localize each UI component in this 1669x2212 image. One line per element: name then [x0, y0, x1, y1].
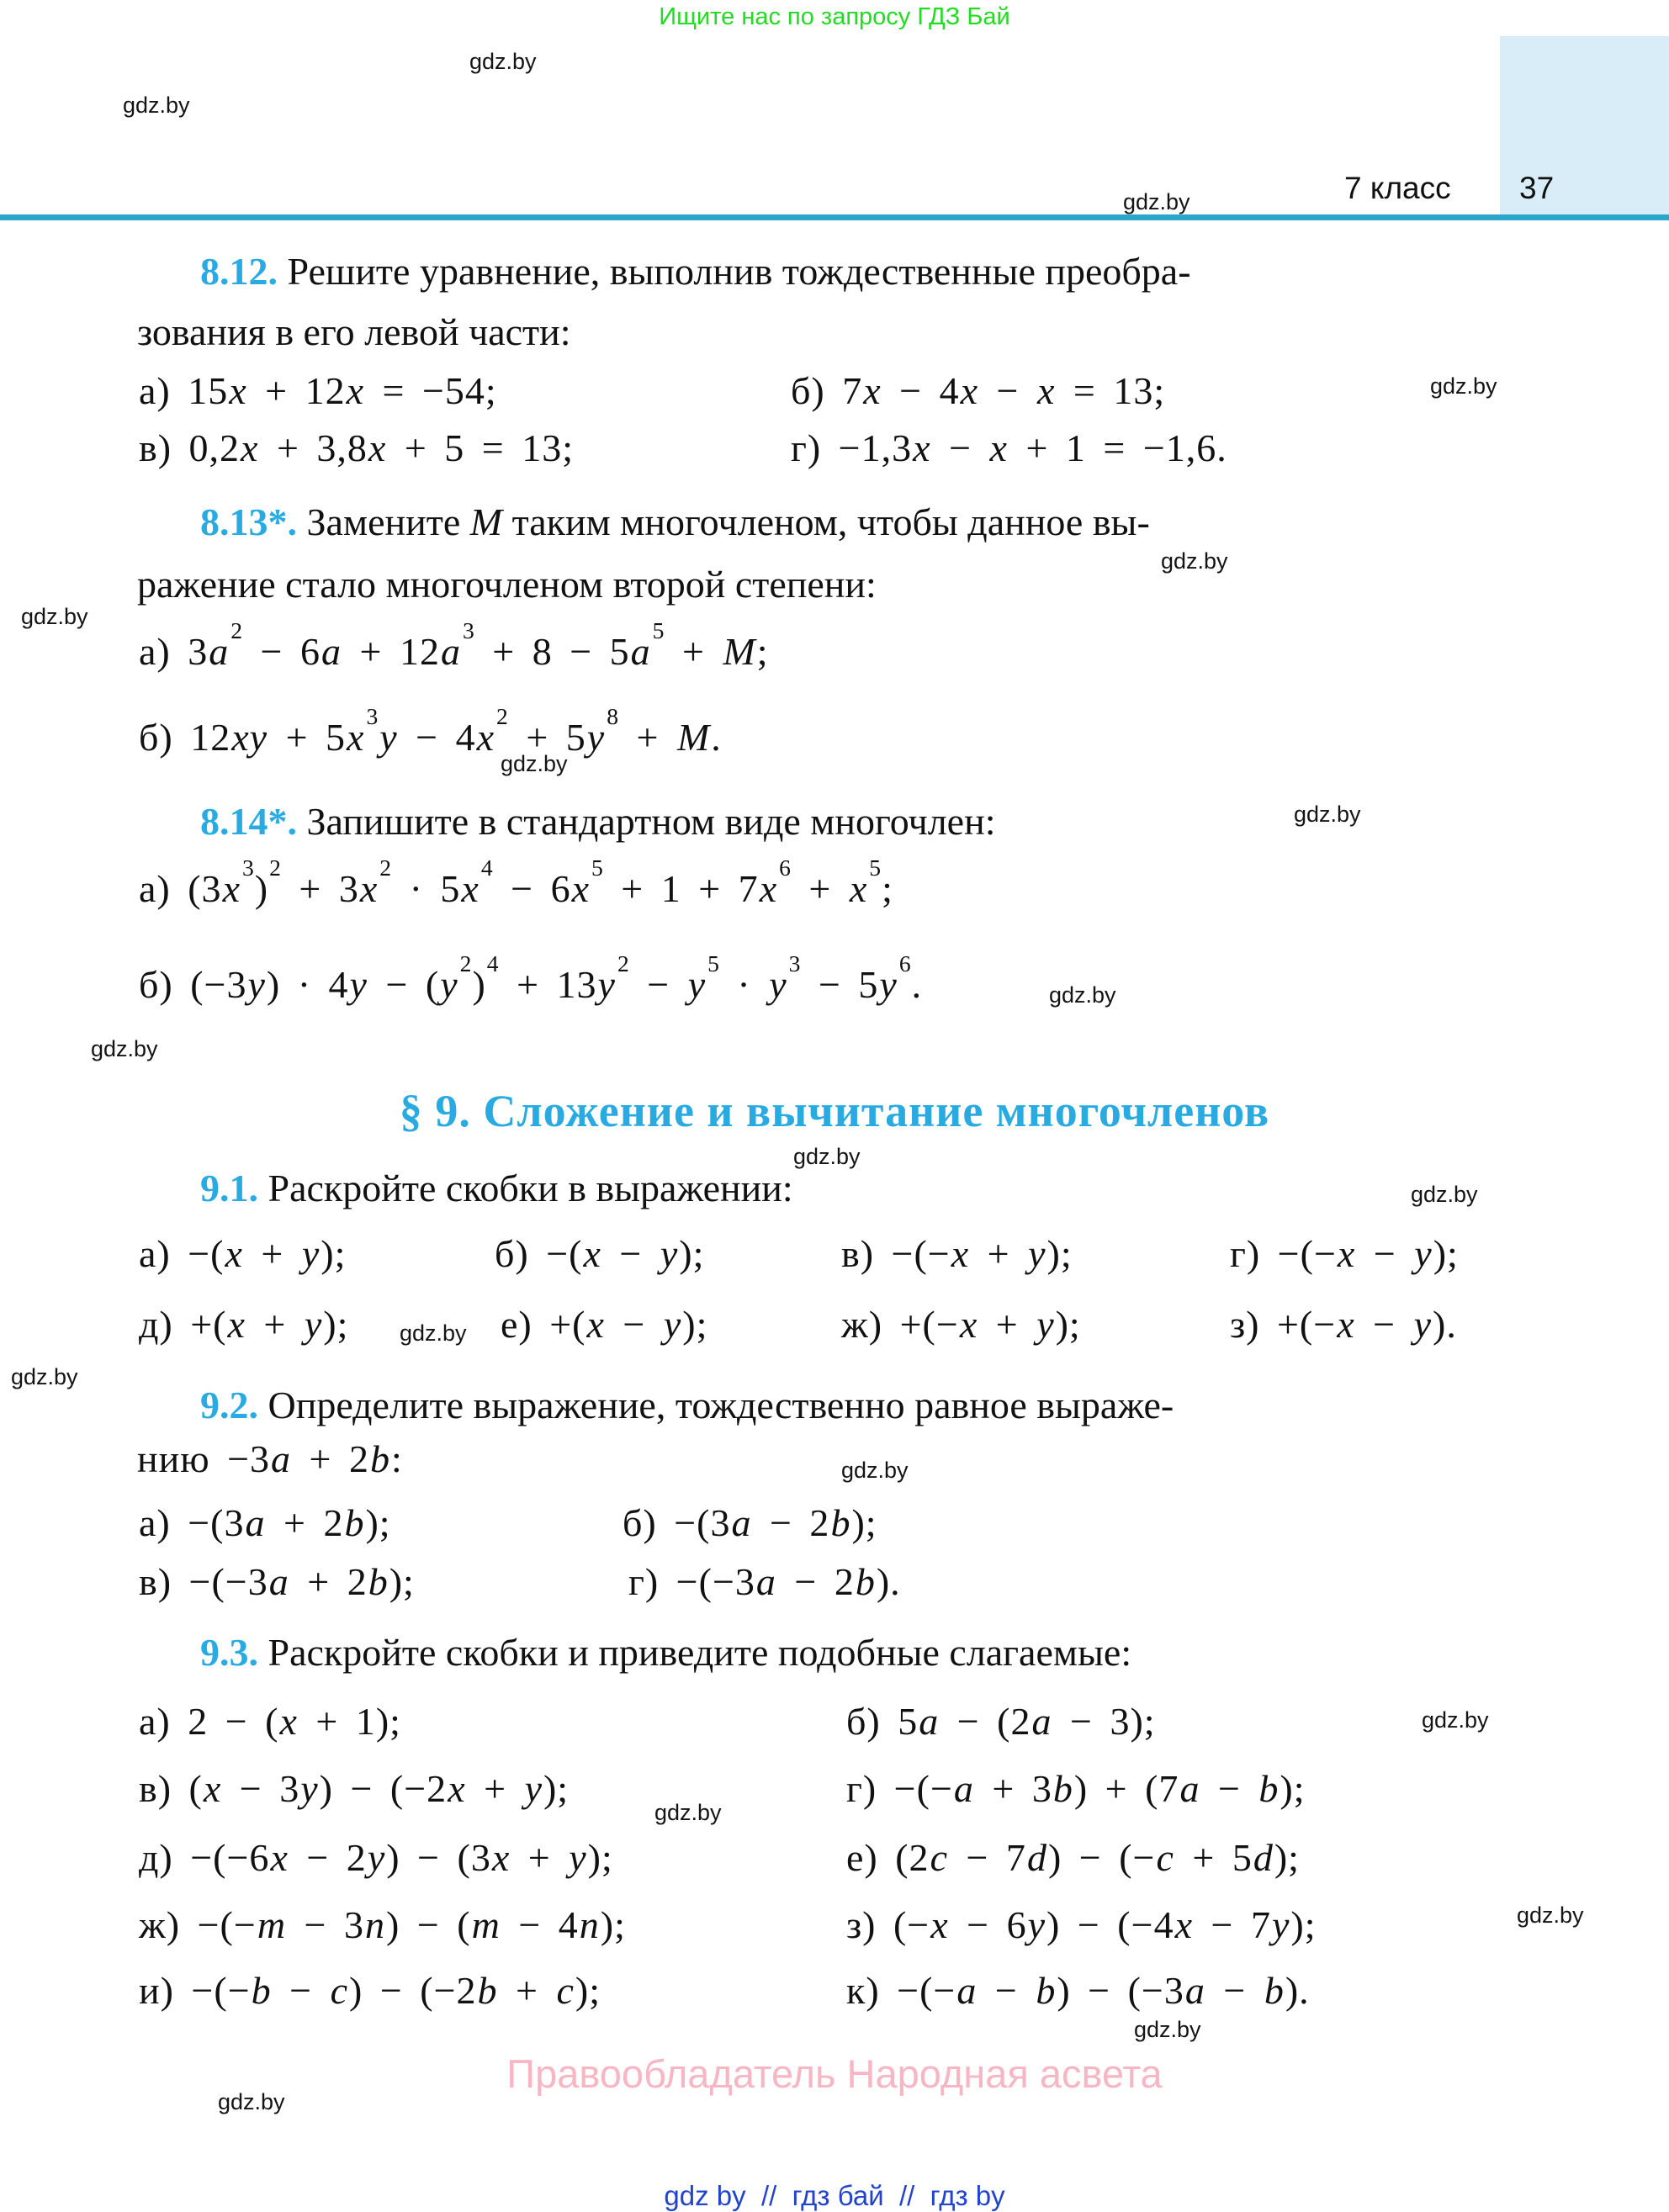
section-9-title: § 9. Сложение и вычитание многочленов — [399, 1086, 1270, 1136]
option-a: а) −(x + y); — [139, 1232, 347, 1275]
exercise-9-1-title — [200, 1166, 793, 1210]
exercise-9-2-title-line1 — [200, 1383, 1174, 1427]
option-g: г) −(−x − y); — [1230, 1232, 1459, 1275]
exercise-title-text: Замените M таким многочленом, чтобы данное вы- — [297, 500, 1150, 543]
watermark-gdzby: gdz.by — [1294, 802, 1361, 827]
option-b: б) −(x − y); — [495, 1232, 705, 1275]
exercise-8-12-title-line1 — [200, 249, 1191, 294]
exercise-title-text: Раскройте скобки в выражении: — [258, 1167, 793, 1209]
exercise-9-3-title — [200, 1630, 1131, 1675]
watermark-gdzby: gdz.by — [91, 1036, 158, 1061]
promo-banner-text: Ищите нас по запросу ГДЗ Бай — [659, 3, 1010, 30]
exercise-number: 8.13*. — [200, 500, 297, 543]
watermark-gdzby: gdz.by — [1422, 1707, 1489, 1733]
exercise-8-14-option-b: б) $(-3y) \cdot 4y - (y^2)^4 + 13y^2 - y^5 \cdot y^3 - 5y^6$. — [139, 950, 923, 1006]
watermark-gdzby: gdz.by — [793, 1144, 861, 1169]
exercise-8-14-title-line1 — [200, 799, 995, 844]
option-b: б) 7x − 4x − x = 13; — [791, 369, 1166, 412]
exercise-title-text: Решите уравнение, выполнив тождественные преобра- — [278, 250, 1191, 293]
exercise-8-14-option-a: а) $(3x^3)^2 + 3x^2 \cdot 5x^4 - 6x^5 + 1 + 7x^6 + x^5$; — [139, 854, 893, 910]
exercise-number: 9.3. — [200, 1631, 258, 1674]
option-g: г) −1,3x − x + 1 = −1,6. — [791, 426, 1227, 469]
exercise-number: 8.12. — [200, 250, 278, 293]
exercise-8-13-title-line2: ражение стало многочленом второй степени: — [137, 563, 877, 606]
watermark-gdzby: gdz.by — [400, 1320, 467, 1346]
option-a: а) 15x + 12x = −54; — [139, 369, 497, 412]
exercise-title-text: Запишите в стандартном виде многочлен: — [297, 800, 996, 843]
watermark-gdzby: gdz.by — [469, 49, 537, 74]
watermark-gdzby: gdz.by — [841, 1458, 909, 1483]
watermark-gdzby: gdz.by — [1430, 373, 1497, 399]
watermark-gdzby: gdz.by — [1049, 982, 1116, 1008]
exercise-8-13-option-b: б) $12xy + 5x^3y - 4x^2 + 5y^8 + M$. — [139, 702, 722, 759]
option-a: а) 2 − (x + 1); — [139, 1700, 401, 1743]
option-v: в) (x − 3y) − (−2x + y); — [139, 1767, 570, 1810]
option-v: в) −(−3a + 2b); — [139, 1560, 415, 1603]
option-zh: ж) +(−x + y); — [841, 1303, 1081, 1346]
watermark-gdzby: gdz.by — [654, 1800, 722, 1825]
exercise-number: 8.14*. — [200, 800, 297, 843]
option-k: к) −(−a − b) − (−3a − b). — [846, 1969, 1310, 2012]
option-g: г) −(−a + 3b) + (7a − b); — [846, 1767, 1306, 1810]
copyright-notice: Правообладатель Народная асвета — [506, 2051, 1163, 2096]
exercise-title-text: Определите выражение, тождественно равное выраже- — [258, 1384, 1174, 1426]
option-a: а) −(3a + 2b); — [139, 1501, 391, 1544]
watermark-gdzby: gdz.by — [11, 1364, 78, 1389]
watermark-gdzby: gdz.by — [1411, 1182, 1478, 1207]
watermark-gdzby: gdz.by — [1134, 2017, 1201, 2042]
option-d: д) −(−6x − 2y) − (3x + y); — [139, 1836, 613, 1879]
option-i: и) −(−b − c) − (−2b + c); — [139, 1969, 601, 2012]
option-z: з) +(−x − y). — [1230, 1303, 1457, 1346]
header-rule — [0, 214, 1669, 220]
option-g: г) −(−3a − 2b). — [628, 1560, 901, 1603]
watermark-gdzby: gdz.by — [1517, 1902, 1584, 1928]
option-v: в) 0,2x + 3,8x + 5 = 13; — [139, 426, 575, 469]
option-e: е) (2c − 7d) − (−c + 5d); — [846, 1836, 1300, 1879]
site-links[interactable]: gdz by // гдз бай // гдз by — [664, 2180, 1005, 2211]
option-z: з) (−x − 6y) − (−4x − 7y); — [846, 1903, 1317, 1946]
option-d: д) +(x + y); — [139, 1303, 349, 1346]
exercise-9-2-title-line2: нию −3a + 2b: — [137, 1437, 403, 1480]
watermark-gdzby: gdz.by — [21, 604, 88, 629]
grade-label: 7 класс — [1344, 171, 1451, 205]
exercise-8-13-title-line1 — [200, 500, 1150, 544]
option-v: в) −(−x + y); — [841, 1232, 1073, 1275]
option-b: б) −(3a − 2b); — [623, 1501, 877, 1544]
option-b: б) 5a − (2a − 3); — [846, 1700, 1156, 1743]
watermark-gdzby: gdz.by — [1123, 189, 1190, 214]
watermark-gdzby: gdz.by — [123, 93, 190, 118]
watermark-gdzby: gdz.by — [218, 2089, 285, 2114]
watermark-gdzby: gdz.by — [501, 751, 568, 776]
option-zh: ж) −(−m − 3n) − (m − 4n); — [139, 1903, 626, 1946]
exercise-8-12-title-line2: зования в его левой части: — [137, 310, 571, 353]
exercise-number: 9.1. — [200, 1167, 258, 1209]
exercise-number: 9.2. — [200, 1384, 258, 1426]
exercise-8-13-option-a: а) $3a^2 - 6a + 12a^3 + 8 - 5a^5 + M$; — [139, 617, 769, 673]
option-e: е) +(x − y); — [501, 1303, 708, 1346]
page-number: 37 — [1519, 171, 1555, 205]
watermark-gdzby: gdz.by — [1161, 548, 1228, 574]
exercise-title-text: Раскройте скобки и приведите подобные слагаемые: — [258, 1631, 1132, 1674]
